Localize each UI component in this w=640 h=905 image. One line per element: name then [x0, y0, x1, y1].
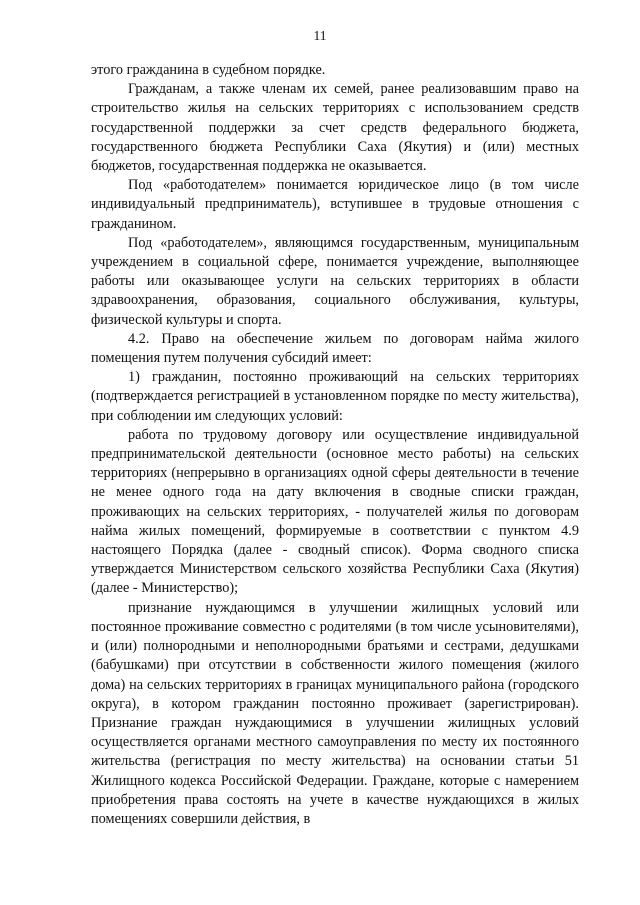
paragraph-employer-definition: Под «работодателем» понимается юридическое лицо (в том числе индивидуальный предприниматель), вступившее в трудовые отношения с гражданином. [91, 177, 579, 232]
paragraph-continuation: этого гражданина в судебном порядке. [91, 62, 326, 78]
paragraph-prior-support: Гражданам, а также членам их семей, ранее реализовавшим право на строительство жилья на сельских территориях с использованием средств государственной поддержки за счет средств федерального бюджета, государственного бюджета Республики Саха (Якутия) и (или) местных бюджетов, государственная поддержка не оказывается. [91, 81, 579, 175]
paragraph-item-1: 1) гражданин, постоянно проживающий на сельских территориях (подтверждается регистрацией в установленном порядке по месту жительства), при соблюдении им следующих условий: [91, 369, 579, 424]
paragraph-section-4-2: 4.2. Право на обеспечение жильем по договорам найма жилого помещения путем получения субсидий имеет: [91, 330, 579, 367]
paragraph-employment-condition: работа по трудовому договору или осуществление индивидуальной предпринимательской деятельности (основное место работы) на сельских территориях (непрерывно в организациях одной сферы деятельности в течение не менее одного года на дату включения в сводные списки граждан, проживающих на сельских территориях, - получателей жилья по договорам найма жилых помещений, формируемые в соответствии с пунктом 4.9 настоящего Порядка (далее - сводный список). Форма сводного списка утверждается Министерством сельского хозяйства Республики Саха (Якутия) (далее - Министерство); [91, 426, 579, 597]
paragraph-state-employer-definition: Под «работодателем», являющимся государственным, муниципальным учреждением в социальной сфере, понимается учреждение, выполняющее работы или оказывающее услуги на сельских территориях в области здравоохранения, образования, социального обслуживания, культуры, физической культуры и спорта. [91, 234, 579, 328]
document-body [91, 61, 579, 829]
paragraph-housing-need-condition: признание нуждающимся в улучшении жилищных условий или постоянное проживание совместно с родителями (в том числе усыновителями), и (или) полнородными и неполнородными братьями и сестрами, дедушками (бабушками) при отсутствии в собственности жилого помещения (жилого дома) на сельских территориях в границах муниципального района (городского округа), в котором гражданин постоянно проживает (зарегистрирован). Признание граждан нуждающимися в улучшении жилищных условий осуществляется органами местного самоуправления по месту их постоянного жительства (регистрация по месту жительства) на основании статьи 51 Жилищного кодекса Российской Федерации. Граждане, которые с намерением приобретения права состоять на учете в качестве нуждающихся в жилых помещениях совершили действия, в [91, 599, 579, 827]
page-number: 11 [313, 28, 327, 43]
